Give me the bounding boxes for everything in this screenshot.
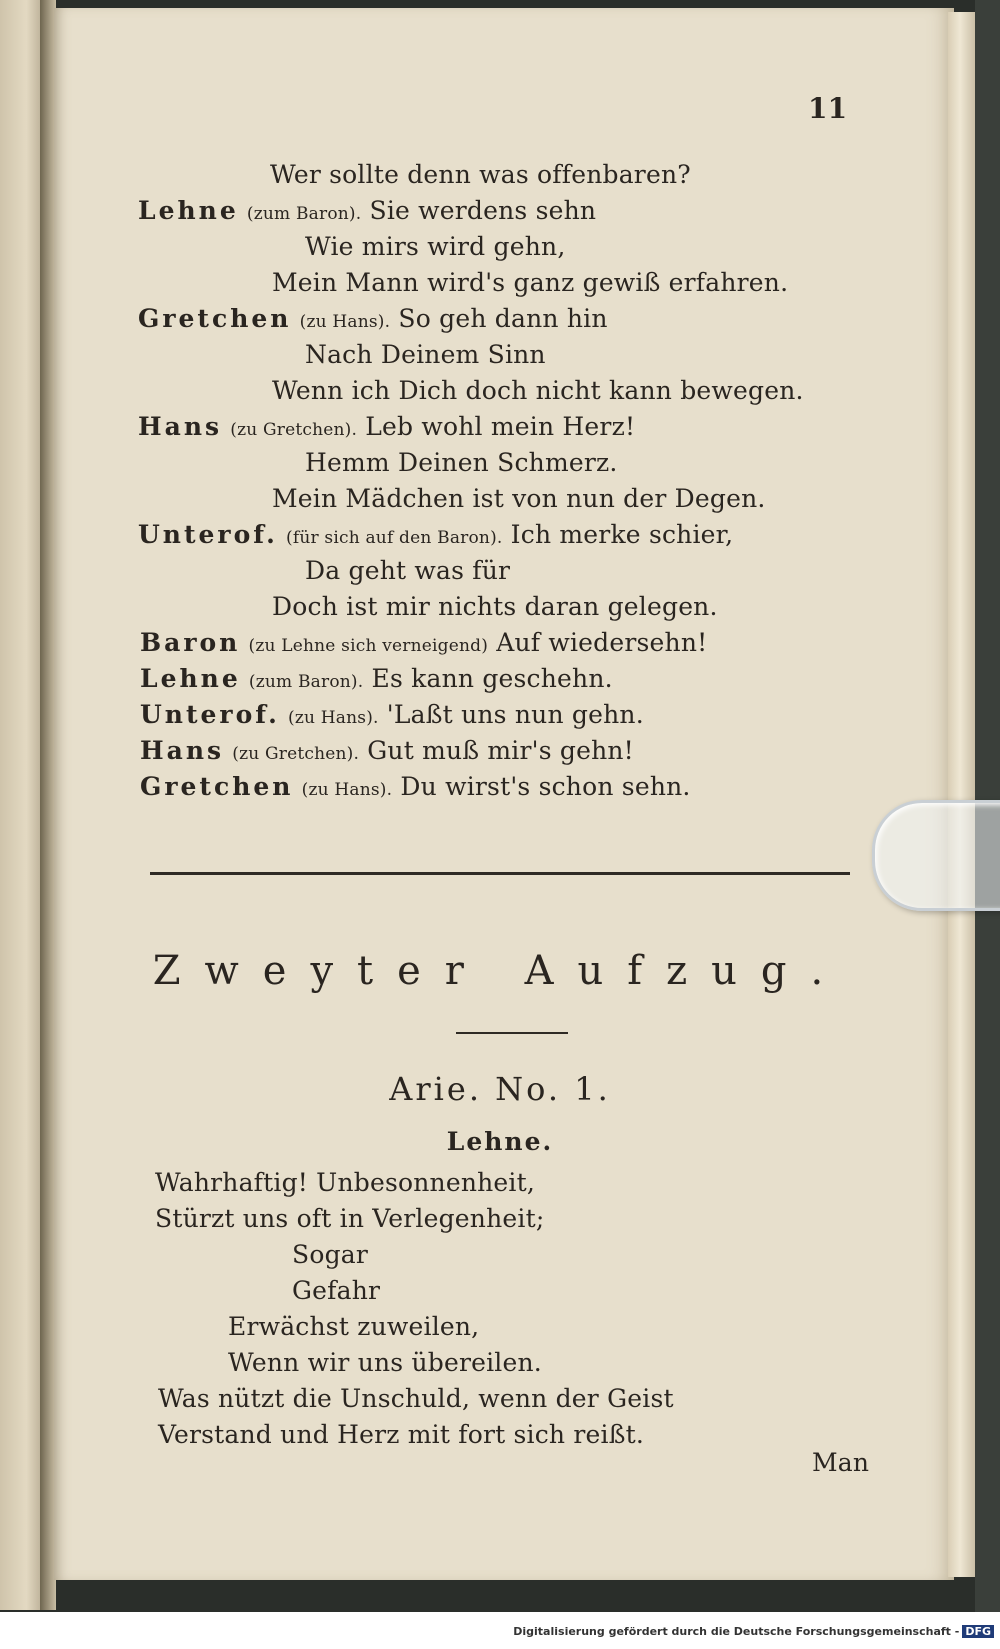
stage-direction: (zu Gretchen). <box>232 744 360 764</box>
dialogue-line: Mein Mann wird's ganz gewiß erfahren. <box>272 268 789 297</box>
dialogue-line: Nach Deinem Sinn <box>305 340 546 369</box>
aria-line: Wahrhaftig! Unbesonnenheit, <box>155 1168 536 1197</box>
dialogue-line: Doch ist mir nichts daran gelegen. <box>272 592 718 621</box>
dialogue-line: Lehne (zum Baron). Es kann geschehn. <box>140 664 613 693</box>
stage-direction: (zu Hans). <box>288 708 379 728</box>
stage-direction: (zu Hans). <box>299 312 391 332</box>
stage-direction: (zum Baron). <box>246 204 362 224</box>
speaker-name: Unterof. <box>140 700 280 729</box>
title-underline <box>456 1032 568 1034</box>
aria-singer: Lehne. <box>446 1127 554 1156</box>
left-page-edge <box>0 0 44 1610</box>
dialogue-line: Da geht was für <box>305 556 511 585</box>
aria-line: Wenn wir uns übereilen. <box>228 1348 542 1377</box>
aria-line: Was nützt die Unschuld, wenn der Geist <box>158 1384 674 1413</box>
aria-title: Arie. No. 1. <box>389 1070 611 1108</box>
stage-direction: (für sich auf den Baron). <box>286 528 503 548</box>
speaker-name: Lehne <box>140 664 241 693</box>
aria-line: Sogar <box>292 1240 369 1269</box>
dialogue-line: Mein Mädchen ist von nun der Degen. <box>272 484 766 513</box>
stage-direction: (zu Lehne sich verneigend) <box>248 636 489 656</box>
dialogue-line: Hemm Deinen Schmerz. <box>305 448 618 477</box>
dialogue-line: Gretchen (zu Hans). Du wirst's schon sehn. <box>140 772 691 801</box>
aria-line: Stürzt uns oft in Verlegenheit; <box>155 1204 545 1233</box>
dialogue-line: Hans (zu Gretchen). Gut muß mir's gehn! <box>140 736 634 765</box>
speaker-name: Hans <box>138 412 223 441</box>
speaker-name: Gretchen <box>138 304 292 333</box>
speaker-name: Hans <box>140 736 225 765</box>
stage-direction: (zum Baron). <box>248 672 364 692</box>
dialogue-line: Wie mirs wird gehn, <box>305 232 566 261</box>
dialogue-line: Hans (zu Gretchen). Leb wohl mein Herz! <box>138 412 636 441</box>
speaker-name: Baron <box>140 628 241 657</box>
stage-direction: (zu Gretchen). <box>230 420 358 440</box>
page-stack-edge <box>948 12 978 1577</box>
dialogue-line: Unterof. (für sich auf den Baron). Ich merke schier, <box>138 520 734 549</box>
aria-line: Verstand und Herz mit fort sich reißt. <box>158 1420 645 1449</box>
dfg-logo: DFG <box>962 1625 994 1638</box>
dialogue-line: Unterof. (zu Hans). 'Laßt uns nun gehn. <box>140 700 644 729</box>
dialogue-line: Baron (zu Lehne sich verneigend) Auf wiedersehn! <box>140 628 708 657</box>
footer-credit: Digitalisierung gefördert durch die Deutsche Forschungsgemeinschaft - DFG <box>513 1625 994 1638</box>
section-divider <box>150 872 850 875</box>
stage-direction: (zu Hans). <box>301 780 393 800</box>
speaker-name: Gretchen <box>140 772 294 801</box>
dialogue-line: Gretchen (zu Hans). So geh dann hin <box>138 304 608 333</box>
speaker-name: Unterof. <box>138 520 278 549</box>
act-title: Zweyter Aufzug. <box>152 948 848 994</box>
aria-line: Gefahr <box>292 1276 381 1305</box>
speaker-name: Lehne <box>138 196 239 225</box>
dialogue-line: Wer sollte denn was offenbaren? <box>270 160 691 189</box>
catchword: Man <box>812 1448 870 1477</box>
dialogue-line: Lehne (zum Baron). Sie werdens sehn <box>138 196 597 225</box>
aria-line: Erwächst zuweilen, <box>228 1312 480 1341</box>
page-number: 11 <box>808 92 848 125</box>
paper-clip <box>872 800 1000 911</box>
dialogue-line: Wenn ich Dich doch nicht kann bewegen. <box>272 376 804 405</box>
